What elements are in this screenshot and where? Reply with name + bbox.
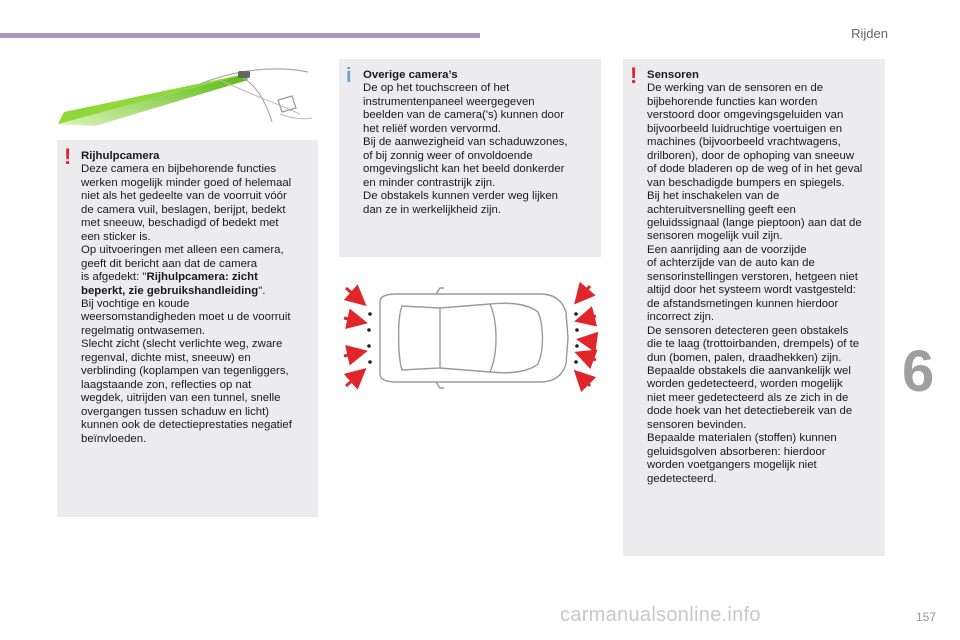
camera-message-bold-2: beperkt, zie gebruikshandleiding	[81, 284, 259, 297]
section-title: Rijden	[851, 26, 888, 41]
chapter-number: 6	[902, 339, 935, 404]
info-icon: i	[346, 65, 352, 87]
rear-camera-warning-box	[57, 140, 318, 517]
rear-camera-title: Rijhulpcamera	[81, 150, 160, 162]
windshield-camera-illustration	[50, 54, 320, 134]
camera-icon	[238, 71, 250, 78]
rear-camera-text: Deze camera en bijbehorende functies werken mogelijk minder goed of helemaal niet als het gedeelte van de voorruit vóór de camera vuil, beslagen, berijpt, bedekt met sneeuw, beschadigd of bedekt met een sticker is. Op uitvoeringen met alleen een camera, geeft dit bericht aan dat de camera is afgedekt: "Rijhulpcamera: zicht beperkt, zie gebruikshandleiding". Bij vochtige en koude weersomstandigheden moet u de voorruit regelmatig ontwasemen. Slecht zicht (slecht verlichte weg, zware regenval, dichte mist, sneeuw) en verblinding (koplampen van tegenliggers, laagstaande zon, reflecties op nat wegdek, uitrijden van een tunnel, snelle overgangen tussen schaduw en licht) kunnen ook de detectieprestaties negatief beïnvloeden.	[81, 163, 292, 445]
watermark: carmanualsonline.info	[560, 604, 761, 626]
car-top-view	[380, 288, 568, 388]
other-cameras-title: Overige camera’s	[363, 69, 458, 81]
other-cameras-text: De op het touchscreen of het instrumentenpaneel weergegeven beelden van de camera('s) kunnen door het reliëf worden vervormd. Bij de aanwezigheid van schaduwzones, of bij zonnig weer of onvoldoende omgevingslicht kan het beeld donkerder en minder contrastrijk zijn. De obstakels kunnen verder weg lijken dan ze in werkelijkheid zijn.	[363, 82, 568, 216]
camera-message-bold-1: Rijhulpcamera: zicht	[146, 271, 258, 284]
camera-field-of-view	[58, 74, 248, 126]
page-number: 157	[915, 610, 936, 624]
sensors-title: Sensoren	[647, 69, 699, 81]
sensors-warning-box	[623, 59, 885, 556]
sensors-text: De werking van de sensoren en de bijbehorende functies kan worden verstoord door omgevingsgeluiden van bijvoorbeeld luidruchtige voertuigen en machines (bijvoorbeeld vrachtwagens, drilboren), door de ophoping van sneeuw of dode bladeren op de weg of in het geval van beschadigde bumpers en spiegels. Bij het inschakelen van de achteruitversnelling geeft een geluidssignaal (lange pieptoon) aan dat de sensoren mogelijk vuil zijn. Een aanrijding aan de voorzijde of achterzijde van de auto kan de sensorinstellingen verstoren, hetgeen niet altijd door het systeem wordt vastgesteld: de afstandsmetingen kunnen hierdoor incorrect zijn. De sensoren detecteren geen obstakels die te laag (trottoirbanden, drempels) of te dun (bomen, palen, draadhekken) zijn. Bepaalde obstakels die aanvankelijk wel worden gedetecteerd, worden mogelijk niet meer gedetecteerd als ze zich in de dode hoek van het detectiebereik van de sensoren bevinden. Bepaalde materialen (stoffen) kunnen geluidsgolven absorberen: hierdoor worden voetgangers mogelijk niet gedetecteerd.	[647, 82, 863, 485]
warning-exclamation-icon: !	[64, 144, 72, 169]
header-accent-bar	[0, 33, 480, 38]
other-cameras-info-box	[339, 59, 601, 257]
warning-exclamation-icon: !	[630, 63, 638, 88]
parking-sensors-illustration	[340, 278, 600, 398]
